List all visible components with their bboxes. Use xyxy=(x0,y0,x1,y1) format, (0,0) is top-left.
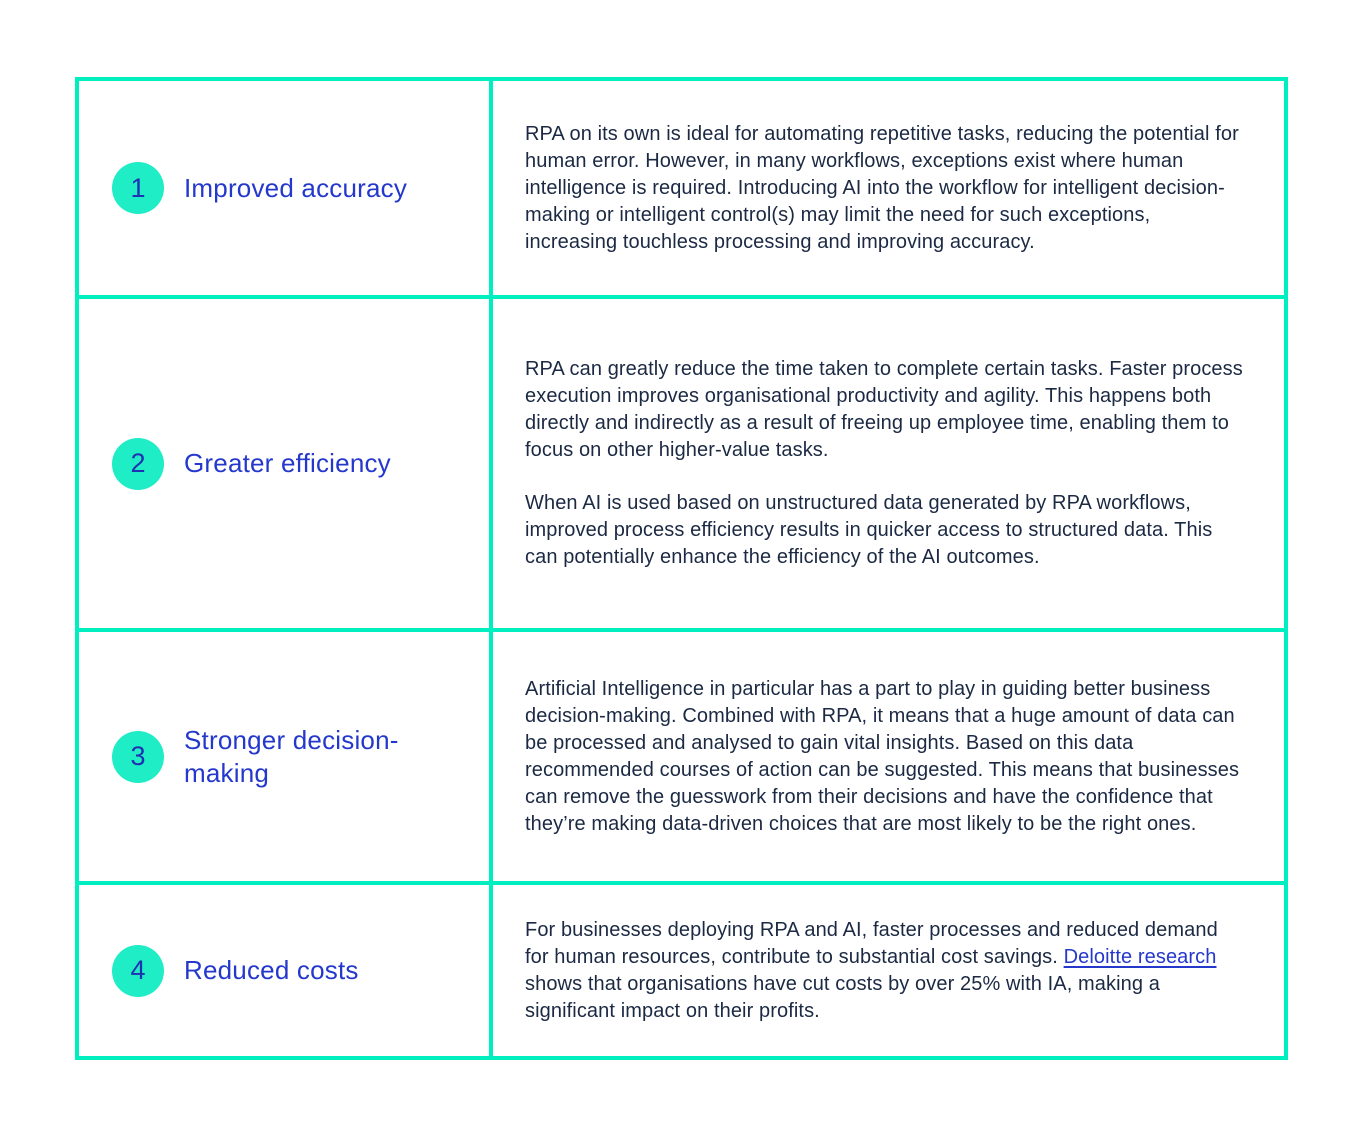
row-number-badge xyxy=(112,731,164,783)
benefit-description-cell xyxy=(493,295,1284,628)
benefit-description-cell xyxy=(493,81,1284,295)
benefit-label-cell xyxy=(79,81,493,295)
row-number: 1 xyxy=(130,172,146,203)
row-number: 2 xyxy=(130,448,146,478)
benefit-label-cell xyxy=(79,295,493,628)
benefits-table xyxy=(75,77,1288,1060)
benefit-paragraph: Artificial Intelligence in particular has a part to play in guiding better business decision-making. Combined with RPA, it means that a huge amount of data can be processed and analysed to gain vital insights. Based on this data recommended courses of action can be suggested. This means that businesses can remove the guesswork from their decisions and have the confidence that they’re making data-driven choices that are most likely to be the right ones. xyxy=(525,677,1240,835)
row-number: 4 xyxy=(130,955,146,985)
row-number-badge xyxy=(112,945,164,997)
benefit-paragraph xyxy=(525,917,1246,1025)
row-number-badge xyxy=(112,162,164,214)
benefit-description-cell xyxy=(493,881,1284,1056)
benefit-paragraph: RPA on its own is ideal for automating repetitive tasks, reducing the potential for human error. However, in many workflows, exceptions exist where human intelligence is required. Introducing AI into the workflow for intelligent decision-making or intelligent control(s) may limit the need for such exceptions, increasing touchless processing and improving accuracy. xyxy=(525,122,1239,253)
benefit-description-cell xyxy=(493,628,1284,881)
paragraph-text: shows that organisations have cut costs by over 25% with IA, making a significant impact on their profits. xyxy=(525,972,1160,1022)
benefit-title: Reduced costs xyxy=(184,955,359,986)
benefit-title: Stronger decision-making xyxy=(184,725,399,788)
benefit-label-cell xyxy=(79,881,493,1056)
row-number: 3 xyxy=(130,741,146,771)
deloitte-research-link[interactable]: Deloitte research xyxy=(1063,945,1217,968)
benefit-label-cell xyxy=(79,628,493,881)
row-number-badge xyxy=(112,438,164,490)
benefit-title: Improved accuracy xyxy=(184,172,408,203)
paragraph-text: For businesses deploying RPA and AI, faster processes and reduced demand for human resources, contribute to substantial cost savings. xyxy=(525,918,1218,968)
benefit-title: Greater efficiency xyxy=(184,448,391,479)
benefit-paragraph: When AI is used based on unstructured data generated by RPA workflows, improved process efficiency results in quicker access to structured data. This can potentially enhance the efficiency of the AI outcomes. xyxy=(525,492,1213,568)
benefit-paragraph: RPA can greatly reduce the time taken to complete certain tasks. Faster process execution improves organisational productivity and agility. This happens both directly and indirectly as a result of freeing up employee time, enabling them to focus on other higher-value tasks. xyxy=(525,358,1243,461)
